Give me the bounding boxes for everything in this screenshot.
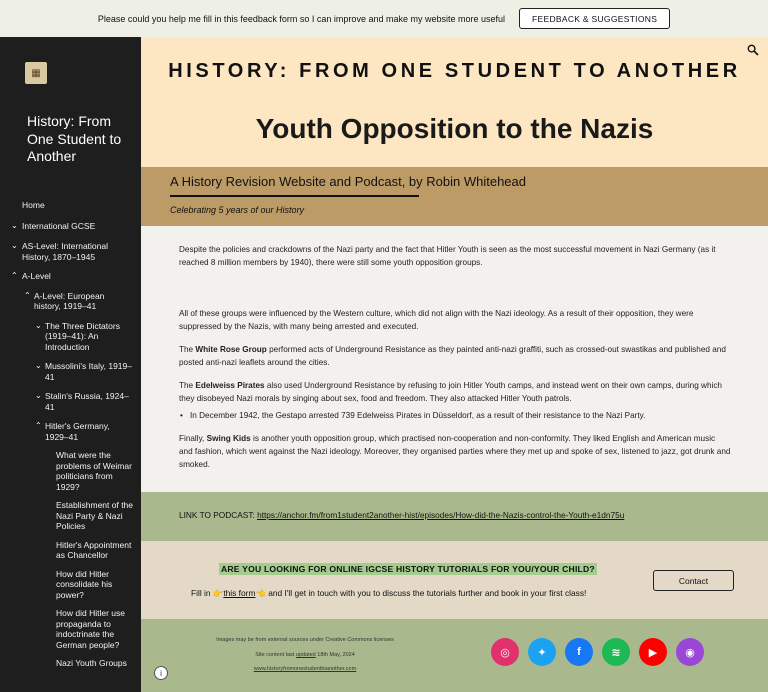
sidebar-item-label: AS-Level: International History, 1870–1945 (22, 241, 108, 262)
sidebar-item-label: The Three Dictators (1919–41): An Introduction (45, 320, 120, 352)
tutorials-text: Fill in 👉this form👈 and I'll get in touch with you to discuss the tutorials further and book in your first class! (191, 588, 587, 598)
instagram-icon[interactable]: ◎ (491, 638, 519, 666)
social-links (491, 638, 704, 666)
site-url-link[interactable]: www.historyfromonestudenttoanother.com (253, 666, 357, 672)
chevron-down-icon[interactable]: ⌄ (35, 320, 42, 330)
site-title[interactable]: HISTORY: FROM ONE STUDENT TO ANOTHER (168, 60, 741, 82)
edelweiss-paragraph: The Edelweiss Pirates also used Underground Resistance by refusing to join Hitler Youth camps, and instead went on their own camps, during which they disobeyed Nazi morals by singing about sex, food and freedom. They also attacked Hitler Youth patrols. (179, 381, 722, 403)
sidebar-item[interactable] (0, 241, 141, 262)
footer (141, 619, 768, 692)
sidebar-item-label: Mussolini's Italy, 1919–41 (45, 361, 132, 382)
search-icon[interactable] (747, 44, 759, 56)
youtube-icon[interactable]: ▶ (639, 638, 667, 666)
contact-button[interactable]: Contact (653, 570, 734, 591)
sidebar-item[interactable] (0, 391, 141, 412)
spotify-icon[interactable]: ≋ (602, 638, 630, 666)
feedback-button[interactable]: FEEDBACK & SUGGESTIONS (519, 8, 670, 29)
sidebar-item[interactable] (0, 569, 141, 601)
podcast-band (141, 492, 768, 541)
tutorials-heading: ARE YOU LOOKING FOR ONLINE IGCSE HISTORY TUTORIALS FOR YOU/YOUR CHILD? (221, 564, 595, 574)
sidebar-item-label: How did Hitler use propaganda to indoctrinate the German people? (56, 608, 125, 650)
twitter-icon[interactable]: ✦ (528, 638, 556, 666)
influence-paragraph: All of these groups were influenced by the Western culture, which did not align with the Nazi ideology. As a result of their opposition, they were suppressed by the Nazis, with many being arrested and executed. (179, 309, 694, 331)
sidebar (0, 37, 141, 692)
sidebar-item[interactable] (0, 500, 141, 532)
sidebar-item[interactable] (0, 291, 141, 312)
sidebar-item[interactable] (0, 361, 141, 382)
chevron-down-icon[interactable]: ⌄ (11, 241, 18, 250)
image-credit: Images may be from external sources under Creative Commons licenses (216, 637, 394, 643)
sidebar-item-label: Home (22, 200, 45, 210)
podcasts-icon[interactable]: ◉ (676, 638, 704, 666)
subtitle-divider (170, 195, 419, 197)
sidebar-item[interactable] (0, 450, 141, 492)
tagline: Celebrating 5 years of our History (170, 205, 305, 215)
white-rose-paragraph: The White Rose Group performed acts of Underground Resistance as they painted anti-nazi graffiti, such as crossed-out swastikas and published and posted anti-nazi leaflets around the cities. (179, 345, 726, 367)
chevron-down-icon[interactable]: ⌄ (35, 391, 42, 400)
chevron-down-icon[interactable]: ⌄ (35, 361, 42, 370)
page-title: Youth Opposition to the Nazis (255, 113, 654, 144)
intro-paragraph: Despite the policies and crackdowns of the Nazi party and the fact that Hitler Youth is seen as the most successful movement in Nazi Germany (as it reached 8 million members by 1940), there were still some youth opposition groups. (179, 245, 716, 267)
subtitle: A History Revision Website and Podcast, by Robin Whitehead (170, 174, 526, 189)
sidebar-item-label: A-Level (22, 271, 51, 281)
info-icon[interactable]: i (154, 666, 168, 680)
sidebar-item-label: Establishment of the Nazi Party & Nazi Policies (56, 500, 134, 531)
sidebar-item-label: Nazi Youth Groups (56, 658, 127, 668)
edelweiss-term: Edelweiss Pirates (195, 381, 265, 390)
sidebar-item[interactable] (0, 608, 141, 650)
sidebar-item-label: What were the problems of Weimar politicians from 1929? (56, 450, 132, 492)
pointing-left-icon: 👈 (255, 588, 266, 598)
chevron-up-icon[interactable]: ⌃ (35, 421, 42, 430)
podcast-link[interactable]: https://anchor.fm/from1student2another-hist/episodes/How-did-the-Nazis-control-the-Youth-e1dn75u (257, 510, 625, 520)
chevron-down-icon[interactable]: ⌄ (11, 220, 18, 230)
chevron-up-icon[interactable]: ⌃ (11, 271, 18, 280)
page-header (141, 37, 768, 167)
sidebar-item-label: International GCSE (22, 220, 96, 231)
pointing-right-icon: 👉 (212, 588, 224, 598)
sidebar-item-label: Hitler's Germany, 1929–41 (45, 421, 110, 442)
sidebar-site-title[interactable]: History: From One Student to Another (27, 113, 122, 164)
sidebar-item[interactable] (0, 421, 141, 442)
sidebar-item-label: How did Hitler consolidate his power? (56, 568, 113, 600)
swing-kids-paragraph: Finally, Swing Kids is another youth opposition group, which practised non-cooperation and non-conformity. They liked English and American music and fashion, which went against the Nazi ideology. Moreover, they organised parties where they met up and spoke of sex, listened to jazz, got drunk and smoked. (179, 434, 731, 469)
updated-link[interactable]: updated (295, 652, 316, 658)
main-content (141, 226, 768, 492)
bullet-list (179, 410, 731, 423)
sidebar-item-label: A-Level: European history, 1919–41 (34, 290, 105, 311)
tutorials-band (141, 541, 768, 619)
banner-text: Please could you help me fill in this feedback form so I can improve and make my website more useful (97, 13, 506, 24)
sidebar-item[interactable] (0, 200, 141, 211)
last-updated: Site content last updated 18th May, 2024 (255, 652, 355, 658)
feedback-banner (0, 0, 768, 37)
white-rose-term: White Rose Group (195, 345, 267, 354)
sidebar-nav (0, 200, 141, 669)
chevron-up-icon[interactable]: ⌃ (24, 290, 31, 300)
subtitle-band (141, 167, 768, 226)
podcast-line: LINK TO PODCAST: https://anchor.fm/from1student2another-hist/episodes/How-did-the-Nazis-control-the-Youth-e1dn75u (179, 510, 625, 520)
sidebar-item[interactable] (0, 221, 141, 232)
sidebar-item-label: Hitler's Appointment as Chancellor (56, 539, 132, 560)
site-logo[interactable]: ▦ (25, 62, 47, 84)
list-item: • In December 1942, the Gestapo arrested 739 Edelweiss Pirates in Düsseldorf, as a result of their resistance to the Nazi Party. (179, 410, 731, 423)
facebook-icon[interactable]: f (565, 638, 593, 666)
sidebar-item-label: Stalin's Russia, 1924–41 (45, 391, 129, 412)
sidebar-item[interactable] (0, 321, 141, 353)
sidebar-item[interactable] (0, 658, 141, 669)
sidebar-item[interactable] (0, 540, 141, 561)
sidebar-item[interactable] (0, 271, 141, 282)
swing-kids-term: Swing Kids (206, 434, 251, 443)
form-link[interactable]: this form (223, 588, 256, 598)
